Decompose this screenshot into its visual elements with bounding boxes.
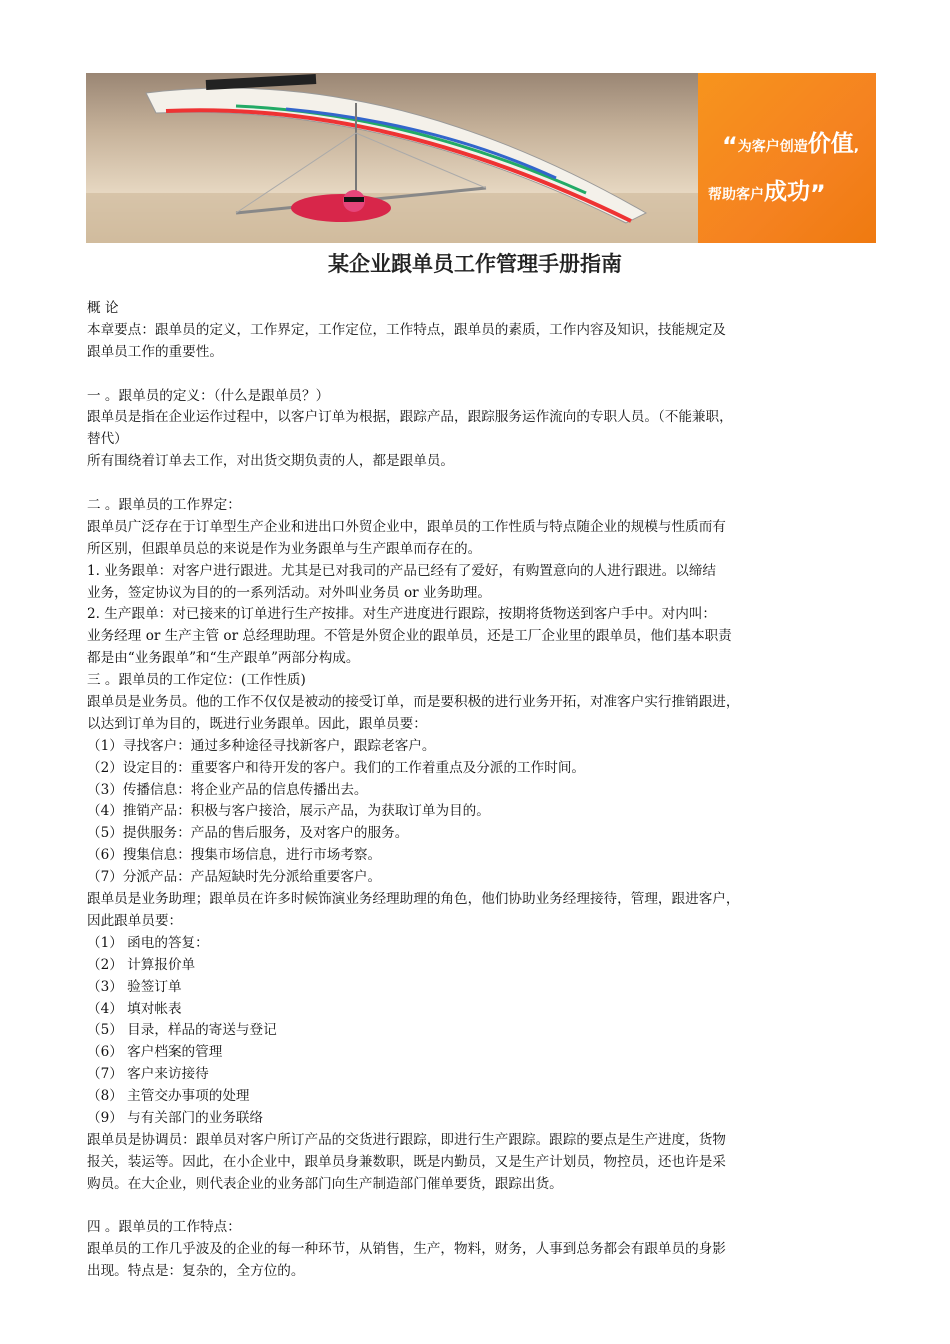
text-line: 跟单员广泛存在于订单型生产企业和进出口外贸企业中，跟单员的工作性质与特点随企业的规模与性质而有 (87, 518, 726, 535)
document-body (87, 298, 887, 1283)
text-line: 2. 生产跟单：对已接来的订单进行生产按排。对生产进度进行跟踪，按期将货物送到客户手中。对内叫： (87, 606, 717, 623)
slogan-panel (698, 73, 876, 243)
text-line: 1. 业务跟单：对客户进行跟进。尤其是已对我司的产品已经有了爱好，有购置意向的人进行跟进。以缔结 (87, 562, 717, 579)
text-line: 二 。跟单员的工作界定： (87, 497, 241, 514)
slogan-line-1: “为客户创造价值, (722, 131, 860, 160)
text-line: 因此跟单员要： (87, 912, 183, 929)
text-line: （5） 目录，样品的寄送与登记 (87, 1022, 277, 1039)
text-line: 报关，装运等。因此，在小企业中，跟单员身兼数职，既是内勤员，又是生产计划员，物控员，还也许是采 (87, 1153, 726, 1170)
text-line: 都是由“业务跟单”和“生产跟单”两部分构成。 (87, 650, 360, 667)
text-line: 跟单员工作的重要性。 (87, 343, 223, 360)
text-line: （9） 与有关部门的业务联络 (87, 1109, 264, 1126)
text-line: 概 论 (87, 300, 119, 316)
text-line: 业务经理 or 生产主管 or 总经理助理。不管是外贸企业的跟单员，还是工厂企业里的跟单员，他们基本职责 (87, 628, 732, 645)
text-line: （8） 主管交办事项的处理 (87, 1088, 250, 1105)
text-line: 跟单员是业务助理；跟单员在许多时候饰演业务经理助理的角色，他们协助业务经理接待，管理，跟进客户， (87, 891, 740, 908)
text-line: 三 。跟单员的工作定位：(工作性质) (87, 672, 306, 689)
text-line: （4）推销产品：积极与客户接洽，展示产品，为获取订单为目的。 (87, 803, 490, 820)
text-line: 购员。在大企业，则代表企业的业务部门向生产制造部门催单要货，跟踪出货。 (87, 1175, 563, 1192)
text-line: （3） 验签订单 (87, 978, 182, 995)
blank-line (87, 364, 887, 386)
hang-glider-illustration (86, 73, 698, 243)
text-line: （7） 客户来访接待 (87, 1066, 209, 1083)
slogan-emphasis-1: 价值 (807, 131, 854, 157)
text-line: （1） 函电的答复： (87, 934, 209, 951)
text-line: 所区别，但跟单员总的来说是作为业务跟单与生产跟单而存在的。 (87, 540, 482, 557)
slogan-text-2: 帮助客户 (708, 187, 764, 203)
text-line: 跟单员是协调员：跟单员对客户所订产品的交货进行跟踪，即进行生产跟踪。跟踪的要点是生产进度，货物 (87, 1131, 726, 1148)
blank-line (87, 473, 887, 495)
text-line: （6）搜集信息：搜集市场信息，进行市场考察。 (87, 847, 382, 864)
text-line: （4） 填对帐表 (87, 1000, 182, 1017)
text-line: 跟单员的工作几乎波及的企业的每一种环节，从销售，生产，物料，财务，人事到总务都会有跟单员的身影 (87, 1241, 726, 1258)
text-line: （2）设定目的：重要客户和待开发的客户。我们的工作着重点及分派的工作时间。 (87, 759, 586, 776)
text-line: 业务，签定协议为目的的一系列活动。对外叫业务员 or 业务助理。 (87, 584, 491, 601)
text-line: （5）提供服务：产品的售后服务，及对客户的服务。 (87, 825, 409, 842)
document-title: 某企业跟单员工作管理手册指南 (328, 252, 622, 276)
slogan-line-2: 帮助客户成功” (708, 179, 826, 208)
text-line: 所有围绕着订单去工作，对出货交期负责的人，都是跟单员。 (87, 453, 455, 470)
text-line: 一 。跟单员的定义：（什么是跟单员？） (87, 387, 330, 404)
text-line: （2） 计算报价单 (87, 956, 196, 973)
text-line: 本章要点：跟单员的定义，工作界定，工作定位，工作特点，跟单员的素质，工作内容及知识，技能规定及 (87, 321, 726, 338)
text-line: （7）分派产品：产品短缺时先分派给重要客户。 (87, 869, 382, 886)
header-banner (86, 73, 876, 243)
slogan-emphasis-2: 成功 (764, 179, 810, 205)
hang-glider-photo (86, 73, 698, 243)
text-line: 出现。特点是：复杂的，全方位的。 (87, 1263, 305, 1280)
slogan-text-1: 为客户创造 (737, 139, 808, 155)
text-line: （1）寻找客户：通过多种途径寻找新客户，跟踪老客户。 (87, 737, 436, 754)
text-line: 跟单员是业务员。他的工作不仅仅是被动的接受订单，而是要积极的进行业务开拓，对准客户实行推销跟进， (87, 694, 740, 711)
text-line: 跟单员是指在企业运作过程中，以客户订单为根据，跟踪产品，跟踪服务运作流向的专职人员。（不能兼职， (87, 409, 733, 426)
text-line: 替代） (87, 431, 128, 448)
text-line: 以达到订单为目的，既进行业务跟单。因此，跟单员要： (87, 715, 427, 732)
text-line: （6） 客户档案的管理 (87, 1044, 223, 1061)
text-line: 四 。跟单员的工作特点： (87, 1219, 241, 1236)
text-line: （3）传播信息：将企业产品的信息传播出去。 (87, 781, 368, 798)
blank-line (87, 1196, 887, 1218)
